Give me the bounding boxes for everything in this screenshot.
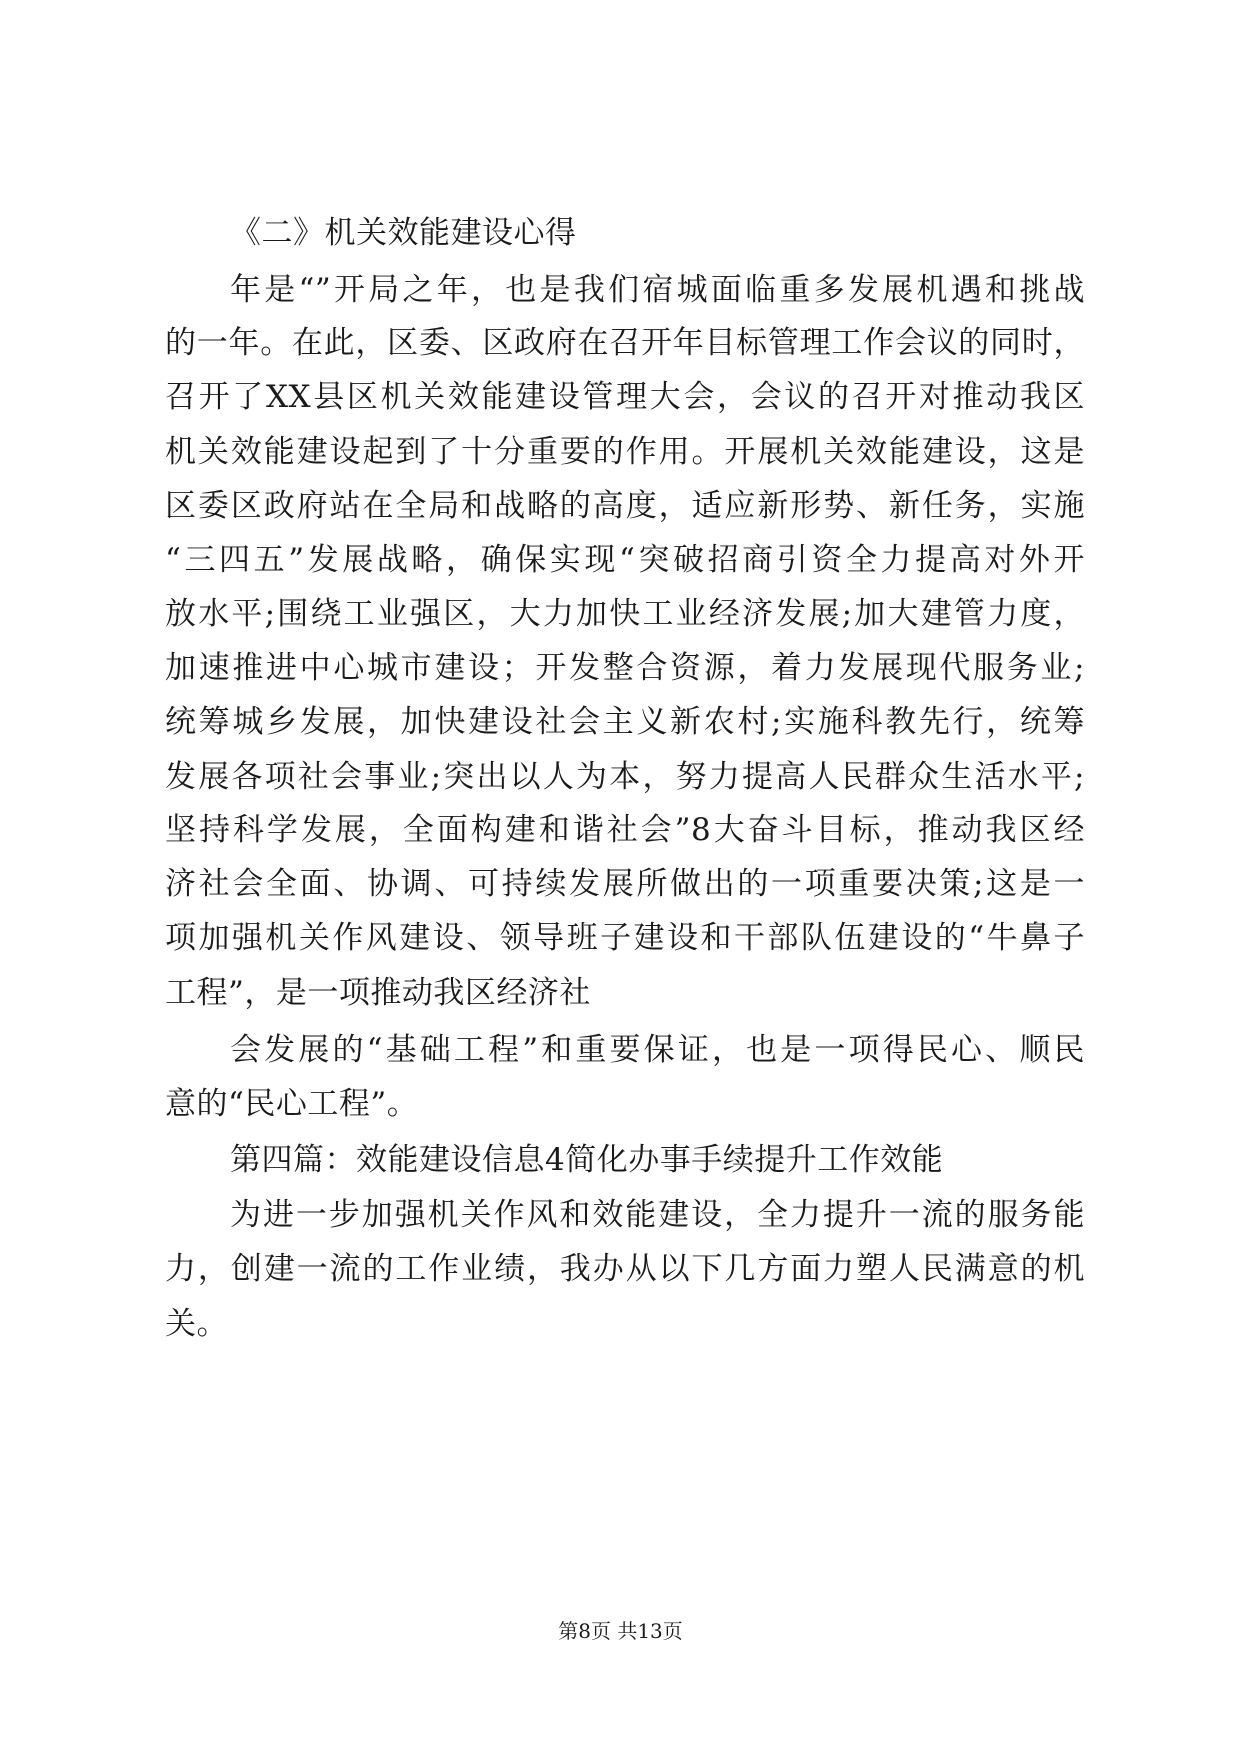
body-line: 关。 xyxy=(165,1306,228,1342)
body-line: 发展各项社会事业;突出以人为本，努力提高人民群众生活水平; xyxy=(165,759,1085,795)
body-line: 坚持科学发展，全面构建和谐社会”8大奋斗目标，推动我区经 xyxy=(165,812,1085,848)
body-line: 加速推进中心城市建设；开发整合资源，着力发展现代服务业; xyxy=(165,650,1085,686)
body-line: 为进一步加强机关作风和效能建设，全力提升一流的服务能 xyxy=(230,1197,1085,1233)
body-line: 济社会全面、协调、可持续发展所做出的一项重要决策;这是一 xyxy=(165,866,1085,902)
section-heading: 第四篇：效能建设信息4简化办事手续提升工作效能 xyxy=(230,1142,944,1178)
body-line: 召开了XX县区机关效能建设管理大会，会议的召开对推动我区 xyxy=(165,379,1085,415)
body-line: 会发展的“基础工程”和重要保证，也是一项得民心、顺民 xyxy=(230,1032,1085,1068)
body-line: 年是“”开局之年，也是我们宿城面临重多发展机遇和挑战 xyxy=(230,272,1085,308)
body-line: 的一年。在此，区委、区政府在召开年目标管理工作会议的同时， xyxy=(165,325,1085,361)
body-line: 项加强机关作风建设、领导班子建设和干部队伍建设的“牛鼻子 xyxy=(165,920,1085,956)
body-line: 区委区政府站在全局和战略的高度，适应新形势、新任务，实施 xyxy=(165,488,1085,524)
body-line: 放水平;围绕工业强区，大力加快工业经济发展;加大建管力度， xyxy=(165,596,1085,632)
body-line: “三四五”发展战略，确保实现“突破招商引资全力提高对外开 xyxy=(165,542,1085,578)
body-line: 统筹城乡发展，加快建设社会主义新农村;实施科教先行，统筹 xyxy=(165,704,1085,740)
body-line: 工程”，是一项推动我区经济社 xyxy=(165,975,591,1011)
body-line: 力，创建一流的工作业绩，我办从以下几方面力塑人民满意的机 xyxy=(165,1251,1085,1287)
page-number-footer: 第8页 共13页 xyxy=(558,1619,683,1643)
section-heading: 《二》机关效能建设心得 xyxy=(230,215,577,251)
body-line: 机关效能建设起到了十分重要的作用。开展机关效能建设，这是 xyxy=(165,434,1085,470)
body-line: 意的“民心工程”。 xyxy=(165,1086,419,1122)
